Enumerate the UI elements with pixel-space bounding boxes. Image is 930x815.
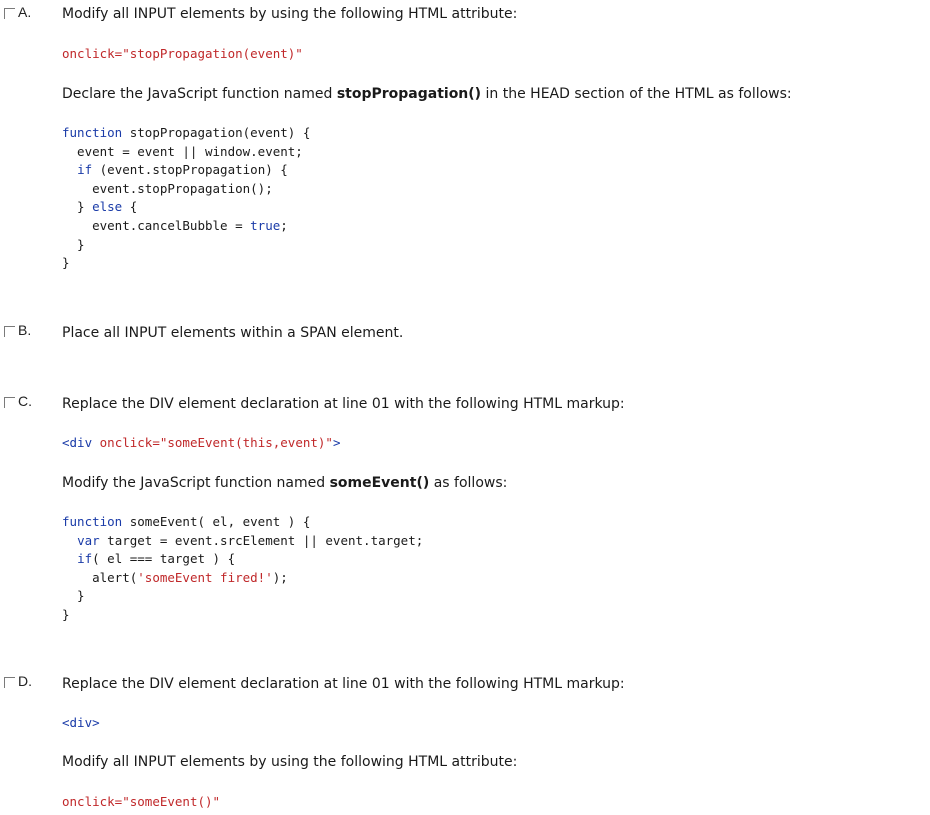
code-line: alert('someEvent fired!');: [62, 569, 288, 585]
option-c-instruction: Replace the DIV element declaration at line 01 with the following HTML markup:: [62, 396, 625, 412]
code-line: if (event.stopPropagation) {: [77, 162, 288, 178]
option-d-markup: <div>: [62, 715, 100, 730]
option-a-code-block: [62, 124, 310, 273]
code-line: function someEvent( el, event ) {: [62, 514, 311, 529]
code-line: if( el === target ) {: [77, 551, 236, 567]
option-d-attribute: onclick="someEvent()": [62, 794, 221, 809]
option-c-code-block: [62, 513, 423, 625]
code-line: }: [62, 255, 70, 271]
option-d-instruction: Replace the DIV element declaration at line 01 with the following HTML markup:: [62, 676, 625, 692]
code-line: event = event || window.event;: [62, 143, 303, 159]
option-b-checkbox[interactable]: [4, 326, 15, 337]
code-line: var target = event.srcElement || event.target;: [77, 532, 424, 548]
option-a-attribute: onclick="stopPropagation(event)": [62, 46, 303, 61]
option-b-instruction: Place all INPUT elements within a SPAN element.: [62, 325, 404, 341]
option-c-markup: <div onclick="someEvent(this,event)">: [62, 435, 341, 450]
option-a-checkbox[interactable]: [4, 8, 15, 19]
code-line: }: [62, 236, 85, 252]
code-line: }: [62, 606, 70, 622]
option-d-letter: D.: [18, 673, 32, 689]
code-line: }: [62, 588, 85, 604]
option-c-letter: C.: [18, 393, 32, 409]
code-line: event.cancelBubble = true;: [62, 217, 288, 233]
option-d-checkbox[interactable]: [4, 677, 15, 688]
option-a-letter: A.: [18, 4, 32, 20]
option-d-modify-text: Modify all INPUT elements by using the following HTML attribute:: [62, 754, 518, 770]
code-line: } else {: [62, 199, 138, 215]
code-line: event.stopPropagation();: [62, 180, 273, 196]
option-a-instruction: Modify all INPUT elements by using the following HTML attribute:: [62, 6, 518, 22]
option-a-declare-text: Declare the JavaScript function named stopPropagation() in the HEAD section of the HTML as follows:: [62, 86, 792, 102]
code-line: function stopPropagation(event) {: [62, 125, 311, 140]
option-c-checkbox[interactable]: [4, 397, 15, 408]
option-c-modify-text: Modify the JavaScript function named someEvent() as follows:: [62, 475, 508, 491]
option-b-letter: B.: [18, 322, 32, 338]
